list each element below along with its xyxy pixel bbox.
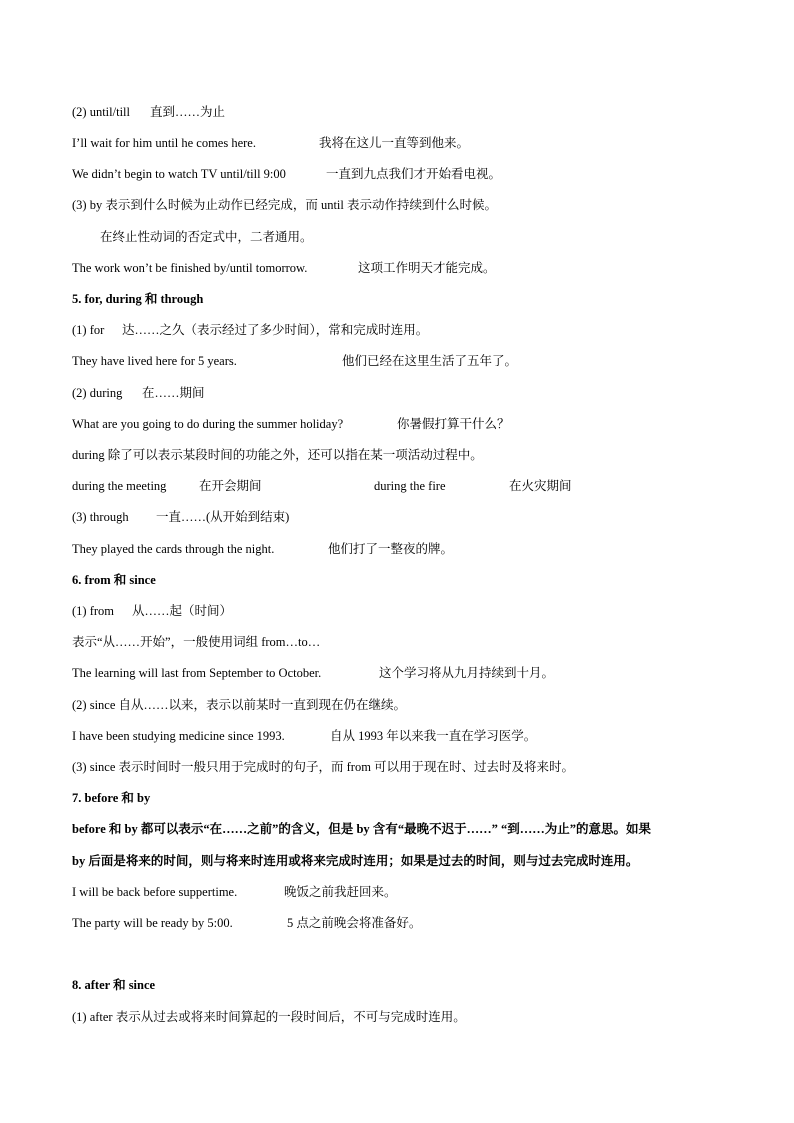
line-segment: (1) after 表示从过去或将来时间算起的一段时间后，不可与完成时连用。 (72, 1010, 466, 1024)
line-segment: (2) during (72, 386, 123, 400)
line-segment: 晚饭之前我赶回来。 (284, 885, 397, 899)
line-segment: during the fire (374, 479, 446, 493)
line-segment: before 和 by 都可以表示“在……之前”的含义，但是 by 含有“最晚不迟于……” “到……为止”的意思。如果 (72, 822, 651, 836)
line-segment: The learning will last from September to October. (72, 666, 322, 680)
line-segment: 在终止性动词的否定式中，二者通用。 (100, 230, 313, 244)
heading-text: 5. for, during 和 through (72, 292, 204, 306)
line-segment: 在开会期间 (199, 479, 262, 493)
line-segment: (3) since 表示时间时一般只用于完成时的句子，而 from 可以用于现在时、过去时及将来时。 (72, 760, 575, 774)
line-segment: The work won’t be finished by/until tomorrow. (72, 261, 308, 275)
line-segment: I’ll wait for him until he comes here. (72, 136, 256, 150)
line-segment: We didn’t begin to watch TV until/till 9:00 (72, 167, 286, 181)
line-segment: during the meeting (72, 479, 167, 493)
line-segment: 我将在这儿一直等到他来。 (319, 136, 470, 150)
line-segment: The party will be ready by 5:00. (72, 916, 233, 930)
line-segment: (2) since 自从……以来，表示以前某时一直到现在仍在继续。 (72, 698, 407, 712)
line-segment: They played the cards through the night. (72, 542, 275, 556)
line-segment: 他们打了一整夜的牌。 (328, 542, 454, 556)
line-segment: (2) until/till (72, 105, 130, 119)
line-segment: (3) through (72, 510, 129, 524)
line-segment: 这个学习将从九月持续到十月。 (379, 666, 555, 680)
heading-text: 8. after 和 since (72, 978, 156, 992)
heading-text: 7. before 和 by (72, 791, 151, 805)
line-segment: 一直到九点我们才开始看电视。 (326, 167, 502, 181)
line-segment: What are you going to do during the summer holiday? (72, 417, 344, 431)
line-segment: They have lived here for 5 years. (72, 354, 237, 368)
line-segment: 你暑假打算干什么？ (397, 417, 510, 431)
line-segment: I will be back before suppertime. (72, 885, 238, 899)
line-segment: 在……期间 (142, 386, 205, 400)
line-segment: I have been studying medicine since 1993. (72, 729, 285, 743)
line-segment: 表示“从……开始”，一般使用词组 from…to… (72, 635, 321, 649)
line-segment: during 除了可以表示某段时间的功能之外，还可以指在某一项活动过程中。 (72, 448, 483, 462)
line-segment: 他们已经在这里生活了五年了。 (342, 354, 518, 368)
line-segment: 一直……(从开始到结束) (156, 510, 290, 524)
line-segment: 5 点之前晚会将准备好。 (287, 916, 422, 930)
line-segment: 从……起（时间） (132, 604, 233, 618)
line-segment: (3) by 表示到什么时候为止动作已经完成，而 until 表示动作持续到什么时候。 (72, 198, 497, 212)
line-segment: (1) for (72, 323, 105, 337)
line-segment: 自从 1993 年以来我一直在学习医学。 (330, 729, 537, 743)
line-segment: 达……之久（表示经过了多少时间），常和完成时连用。 (122, 323, 429, 337)
line-segment: 这项工作明天才能完成。 (358, 261, 496, 275)
line-segment: (1) from (72, 604, 114, 618)
heading-text: 6. from 和 since (72, 573, 156, 587)
line-segment: 直到……为止 (150, 105, 226, 119)
line-segment: by 后面是将来的时间，则与将来时连用或将来完成时连用；如果是过去的时间，则与过去完成时连用。 (72, 854, 639, 868)
line-segment: 在火灾期间 (509, 479, 572, 493)
